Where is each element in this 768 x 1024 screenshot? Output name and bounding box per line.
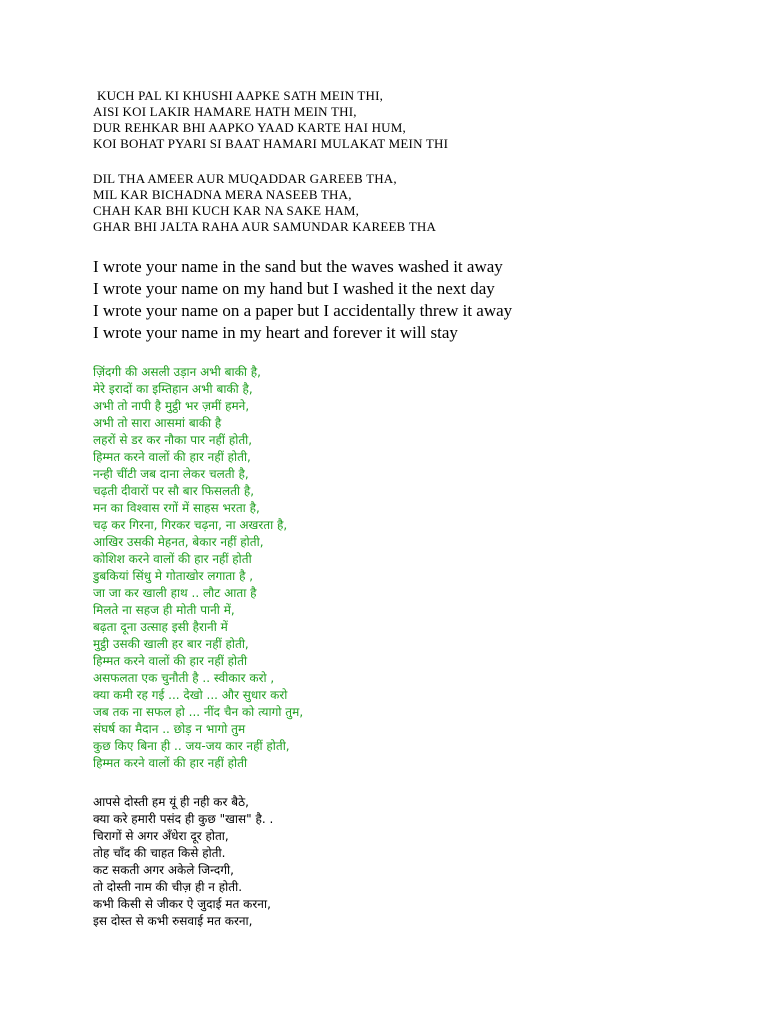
stanza-two-line: DIL THA AMEER AUR MUQADDAR GAREEB THA, xyxy=(93,171,397,186)
stanza-one xyxy=(93,88,448,152)
hindi-poem-line: डुबकियां सिंधु मे गोताखोर लगाता है , xyxy=(93,569,254,583)
english-poem-line: I wrote your name in my heart and forever it will stay xyxy=(93,323,458,342)
hindi-poem-line: बढ़ता दूना उत्साह इसी हैरानी में xyxy=(93,620,228,634)
stanza-one-line: AISI KOI LAKIR HAMARE HATH MEIN THI, xyxy=(93,104,357,119)
stanza-two xyxy=(93,171,436,235)
stanza-one-line: KUCH PAL KI KHUSHI AAPKE SATH MEIN THI, xyxy=(97,88,384,103)
hindi-poem-line: हिम्मत करने वालों की हार नहीं होती, xyxy=(93,450,251,464)
stanza-two-line: CHAH KAR BHI KUCH KAR NA SAKE HAM, xyxy=(93,203,360,218)
dosti-poem-line: क्या करे हमारी पसंद ही कुछ "खास" है. . xyxy=(93,812,274,826)
english-poem xyxy=(93,256,512,344)
hindi-poem-line: मुट्ठी उसकी खाली हर बार नहीं होती, xyxy=(93,637,249,651)
hindi-poem-line: अभी तो नापी है मुट्ठी भर ज़मीं हमने, xyxy=(93,399,250,413)
hindi-poem-line: चढ़ती दीवारों पर सौ बार फिसलती है, xyxy=(93,484,255,498)
dosti-poem-line: कभी किसी से जीकर ऐ जुदाई मत करना, xyxy=(93,897,271,911)
hindi-poem-line: कुछ किए बिना ही .. जय-जय कार नहीं होती, xyxy=(93,739,290,753)
hindi-poem-line: ज़िंदगी की असली उड़ान अभी बाकी है, xyxy=(93,365,261,379)
hindi-poem-line: मेरे इरादों का इम्तिहान अभी बाकी है, xyxy=(93,382,253,396)
hindi-poem-line: मिलते ना सहज ही मोती पानी में, xyxy=(93,603,235,617)
hindi-poem-line: लहरों से डर कर नौका पार नहीं होती, xyxy=(93,433,253,447)
hindi-poem-line: मन का विश्वास रगों में साहस भरता है, xyxy=(93,501,260,515)
hindi-poem-line: क्या कमी रह गई ... देखो ... और सुधार करो xyxy=(93,688,288,702)
hindi-poem xyxy=(93,364,303,772)
english-poem-line: I wrote your name on a paper but I accidentally threw it away xyxy=(93,301,513,320)
stanza-one-line: KOI BOHAT PYARI SI BAAT HAMARI MULAKAT MEIN THI xyxy=(93,136,449,151)
dosti-poem-line: आपसे दोस्ती हम यूं ही नही कर बैठे, xyxy=(93,795,249,809)
hindi-poem-line: जा जा कर खाली हाथ .. लौट आता है xyxy=(93,586,257,600)
english-poem-line: I wrote your name in the sand but the waves washed it away xyxy=(93,257,503,276)
stanza-two-line: MIL KAR BICHADNA MERA NASEEB THA, xyxy=(93,187,352,202)
hindi-poem-line: हिम्मत करने वालों की हार नहीं होती xyxy=(93,654,248,668)
dosti-poem-line: तोह चाँद की चाहत किसे होती. xyxy=(93,846,226,860)
dosti-poem xyxy=(93,794,273,930)
hindi-poem-line: जब तक ना सफल हो ... नींद चैन को त्यागो तुम, xyxy=(93,705,304,719)
stanza-two-line: GHAR BHI JALTA RAHA AUR SAMUNDAR KAREEB THA xyxy=(93,219,437,234)
hindi-poem-line: हिम्मत करने वालों की हार नहीं होती xyxy=(93,756,248,770)
hindi-poem-line: अभी तो सारा आसमां बाकी है xyxy=(93,416,222,430)
dosti-poem-line: तो दोस्ती नाम की चीज़ ही न होती. xyxy=(93,880,243,894)
hindi-poem-line: असफलता एक चुनौती है .. स्वीकार करो , xyxy=(93,671,275,685)
hindi-poem-line: आखिर उसकी मेहनत, बेकार नहीं होती, xyxy=(93,535,264,549)
hindi-poem-line: नन्ही चींटी जब दाना लेकर चलती है, xyxy=(93,467,249,481)
hindi-poem-line: कोशिश करने वालों की हार नहीं होती xyxy=(93,552,252,566)
dosti-poem-line: कट सकती अगर अकेले जिन्दगी, xyxy=(93,863,234,877)
english-poem-line: I wrote your name on my hand but I washed it the next day xyxy=(93,279,495,298)
hindi-poem-line: संघर्ष का मैदान .. छोड़ न भागो तुम xyxy=(93,722,246,736)
dosti-poem-line: चिरागों से अगर अँधेरा दूर होता, xyxy=(93,829,229,843)
dosti-poem-line: इस दोस्त से कभी रुसवाई मत करना, xyxy=(93,914,253,928)
hindi-poem-line: चढ़ कर गिरना, गिरकर चढ़ना, ना अखरता है, xyxy=(93,518,288,532)
stanza-one-line: DUR REHKAR BHI AAPKO YAAD KARTE HAI HUM, xyxy=(93,120,406,135)
